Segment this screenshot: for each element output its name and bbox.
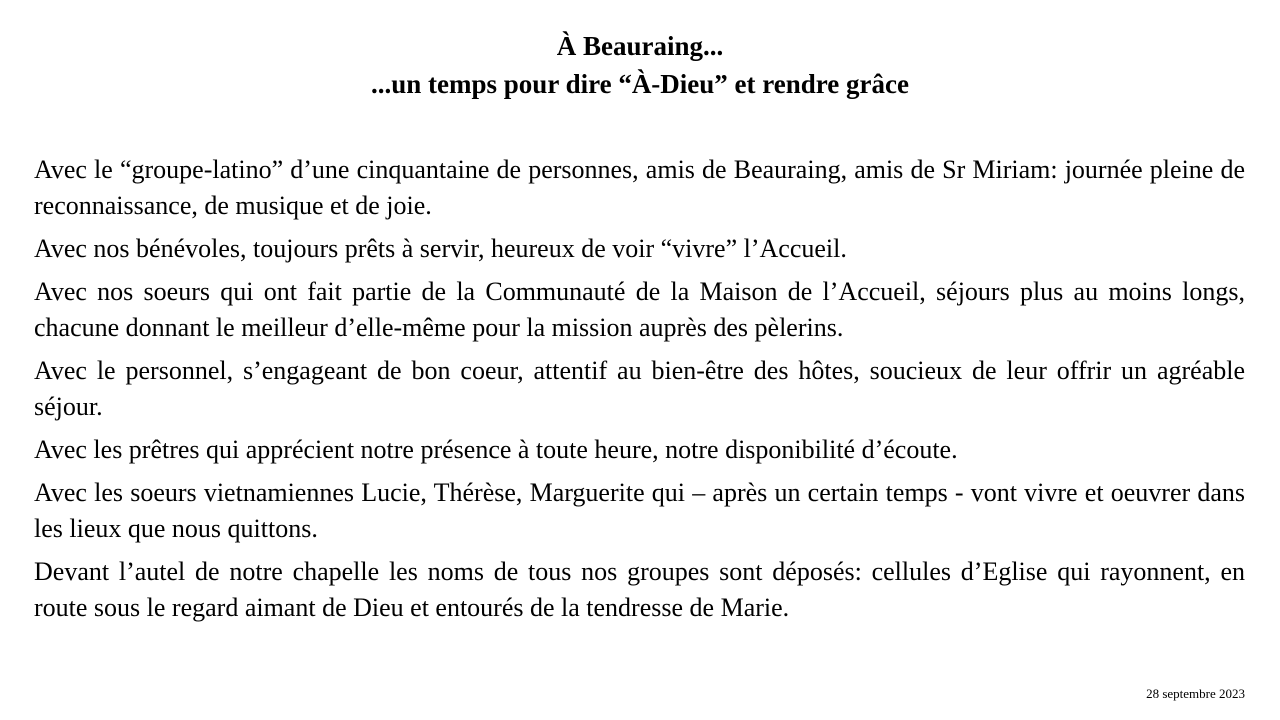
slide-title	[0, 27, 1280, 103]
paragraph-soeurs-vietnamiennes: Avec les soeurs vietnamiennes Lucie, Thérèse, Marguerite qui – après un certain temps - vont vivre et oeuvrer dans les lieux que nous quittons.	[34, 478, 1245, 543]
paragraph-benevoles: Avec nos bénévoles, toujours prêts à servir, heureux de voir “vivre” l’Accueil.	[34, 234, 847, 263]
paragraph-pretres: Avec les prêtres qui apprécient notre présence à toute heure, notre disponibilité d’écoute.	[34, 435, 958, 464]
slide-body	[34, 152, 1245, 633]
title-line-1: À Beauraing...	[556, 31, 724, 61]
paragraph-groupe-latino: Avec le “groupe-latino” d’une cinquantaine de personnes, amis de Beauraing, amis de Sr Miriam: journée pleine de reconnaissance, de musique et de joie.	[34, 155, 1245, 220]
paragraph-autel-chapelle: Devant l’autel de notre chapelle les noms de tous nos groupes sont déposés: cellules d’Eglise qui rayonnent, en route sous le regard aimant de Dieu et entourés de la tendresse de Marie.	[34, 557, 1245, 622]
paragraph-personnel: Avec le personnel, s’engageant de bon coeur, attentif au bien-être des hôtes, soucieux de leur offrir un agréable séjour.	[34, 356, 1245, 421]
footer-date: 28 septembre 2023	[1146, 686, 1245, 701]
paragraph-soeurs-communaute: Avec nos soeurs qui ont fait partie de la Communauté de la Maison de l’Accueil, séjours plus au moins longs, chacune donnant le meilleur d’elle-même pour la mission auprès des pèlerins.	[34, 277, 1245, 342]
title-line-2: ...un temps pour dire “À-Dieu” et rendre grâce	[371, 69, 909, 99]
